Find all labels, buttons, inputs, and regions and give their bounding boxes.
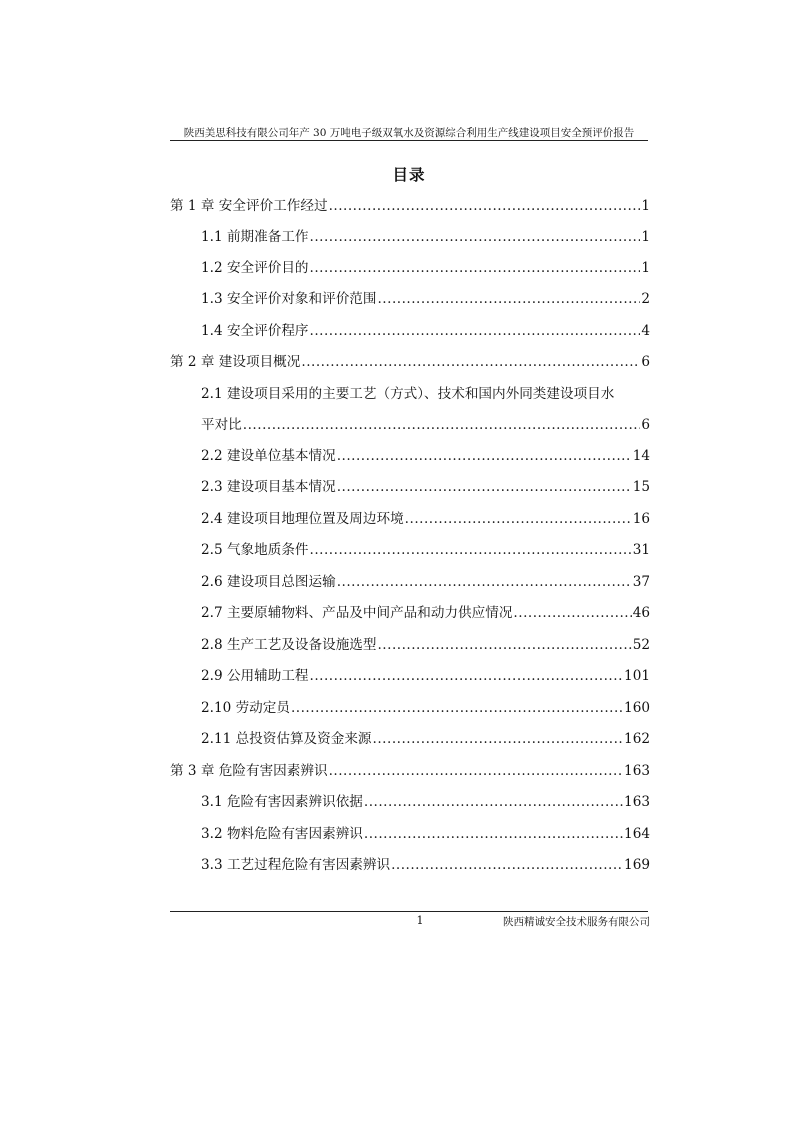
toc-entry-page-number: 101: [624, 668, 650, 684]
toc-leader-dots: [337, 573, 632, 591]
footer-rule: [170, 911, 648, 912]
toc-entry-page-number: 162: [624, 731, 650, 747]
toc-section-entry[interactable]: [201, 478, 650, 496]
toc-entry-label: 2.11 总投资估算及资金来源: [201, 731, 372, 747]
toc-section-entry[interactable]: [201, 573, 650, 591]
toc-entry-page-number: 6: [641, 417, 650, 433]
toc-section-entry[interactable]: [201, 447, 650, 465]
toc-entry-label: 2.4 建设项目地理位置及周边环境: [201, 511, 404, 527]
toc-section-entry[interactable]: [201, 604, 650, 622]
toc-entry-label: 平对比: [201, 417, 242, 433]
toc-entry-page-number: 169: [624, 857, 650, 873]
toc-entry-label: 2.5 气象地质条件: [201, 542, 309, 558]
toc-leader-dots: [329, 762, 623, 780]
toc-entry-label: 3.1 危险有害因素辨识依据: [201, 794, 363, 810]
toc-entry-label: 2.7 主要原辅物料、产品及中间产品和动力供应情况: [201, 605, 513, 621]
toc-leader-dots: [310, 228, 641, 246]
toc-leader-dots: [310, 541, 632, 559]
toc-entry-label: 2.8 生产工艺及设备设施选型: [201, 637, 377, 653]
toc-section-entry[interactable]: [201, 825, 650, 843]
toc-entry-page-number: 14: [632, 448, 650, 464]
toc-leader-dots: [391, 856, 623, 874]
toc-leader-dots: [337, 478, 632, 496]
toc-section-entry[interactable]: [201, 636, 650, 654]
toc-entry-label: 2.1 建设项目采用的主要工艺（方式）、技术和国内外同类建设项目水: [201, 386, 615, 402]
toc-leader-dots: [291, 699, 623, 717]
toc-entry-page-number: 15: [632, 479, 650, 495]
toc-chapter-entry[interactable]: [170, 197, 650, 215]
toc-entry-page-number: 16: [632, 511, 650, 527]
toc-leader-dots: [364, 825, 623, 843]
toc-section-entry[interactable]: [201, 259, 650, 277]
toc-entry-page-number: 2: [641, 291, 650, 307]
toc-leader-dots: [329, 197, 641, 215]
toc-entry-label: 2.2 建设单位基本情况: [201, 448, 336, 464]
toc-chapter-entry[interactable]: [170, 353, 650, 371]
toc-section-entry[interactable]: [201, 290, 650, 308]
toc-entry-label: 1.1 前期准备工作: [201, 229, 309, 245]
toc-entry-page-number: 163: [624, 763, 650, 779]
toc-section-entry[interactable]: [201, 228, 650, 246]
toc-entry-page-number: 160: [624, 700, 650, 716]
footer-page-number: 1: [416, 914, 424, 927]
toc-entry-label: 1.2 安全评价目的: [201, 260, 309, 276]
toc-entry-label: 1.4 安全评价程序: [201, 323, 309, 339]
toc-section-entry[interactable]: [201, 541, 650, 559]
toc-entry-page-number: 6: [641, 354, 650, 370]
header-rule: [170, 140, 648, 141]
toc-entry-label: 2.9 公用辅助工程: [201, 668, 309, 684]
toc-entry-page-number: 37: [632, 574, 650, 590]
toc-section-entry[interactable]: [201, 667, 650, 685]
toc-entry-page-number: 1: [641, 198, 650, 214]
toc-leader-dots: [364, 793, 623, 811]
toc-entry-page-number: 164: [624, 826, 650, 842]
toc-entry-page-number: 31: [632, 542, 650, 558]
toc-leader-dots: [337, 447, 632, 465]
toc-entry-page-number: 1: [641, 229, 650, 245]
toc-entry-label: 第 1 章 安全评价工作经过: [170, 198, 328, 214]
toc-leader-dots: [405, 510, 632, 528]
toc-leader-dots: [301, 353, 640, 371]
toc-section-entry[interactable]: [201, 510, 650, 528]
toc-leader-dots: [373, 730, 624, 748]
toc-title: 目录: [392, 165, 426, 184]
toc-leader-dots: [310, 667, 624, 685]
toc-entry-label: 1.3 安全评价对象和评价范围: [201, 291, 377, 307]
toc-leader-dots: [310, 259, 641, 277]
toc-entry-page-number: 52: [632, 637, 650, 653]
toc-entry-label: 2.6 建设项目总图运输: [201, 574, 336, 590]
toc-leader-dots: [243, 416, 641, 434]
toc-leader-dots: [310, 322, 641, 340]
toc-entry-label: 第 2 章 建设项目概况: [170, 354, 301, 370]
toc-entry-page-number: 163: [624, 794, 650, 810]
toc-section-entry[interactable]: [201, 699, 650, 717]
toc-entry-page-number: 4: [641, 323, 650, 339]
toc-leader-dots: [377, 636, 631, 654]
toc-section-entry[interactable]: [201, 322, 650, 340]
toc-entry-label: 2.10 劳动定员: [201, 700, 290, 716]
toc-entry-page-number: 46: [632, 605, 650, 621]
toc-entry-label: 2.3 建设项目基本情况: [201, 479, 336, 495]
toc-section-entry[interactable]: [201, 416, 650, 434]
toc-section-entry[interactable]: [201, 793, 650, 811]
toc-entry-label: 3.2 物料危险有害因素辨识: [201, 826, 363, 842]
toc-section-entry[interactable]: [201, 730, 650, 748]
toc-section-entry[interactable]: [201, 856, 650, 874]
toc-entry-page-number: 1: [641, 260, 650, 276]
toc-entry-label: 第 3 章 危险有害因素辨识: [170, 763, 328, 779]
running-header: 陕西美思科技有限公司年产 30 万吨电子级双氧水及资源综合利用生产线建设项目安全预评价报告: [183, 127, 635, 139]
toc-leader-dots: [513, 604, 631, 622]
toc-chapter-entry[interactable]: [170, 762, 650, 780]
toc-leader-dots: [377, 290, 640, 308]
footer-organization: 陕西精诚安全技术服务有限公司: [503, 916, 650, 928]
toc-entry-label: 3.3 工艺过程危险有害因素辨识: [201, 857, 391, 873]
